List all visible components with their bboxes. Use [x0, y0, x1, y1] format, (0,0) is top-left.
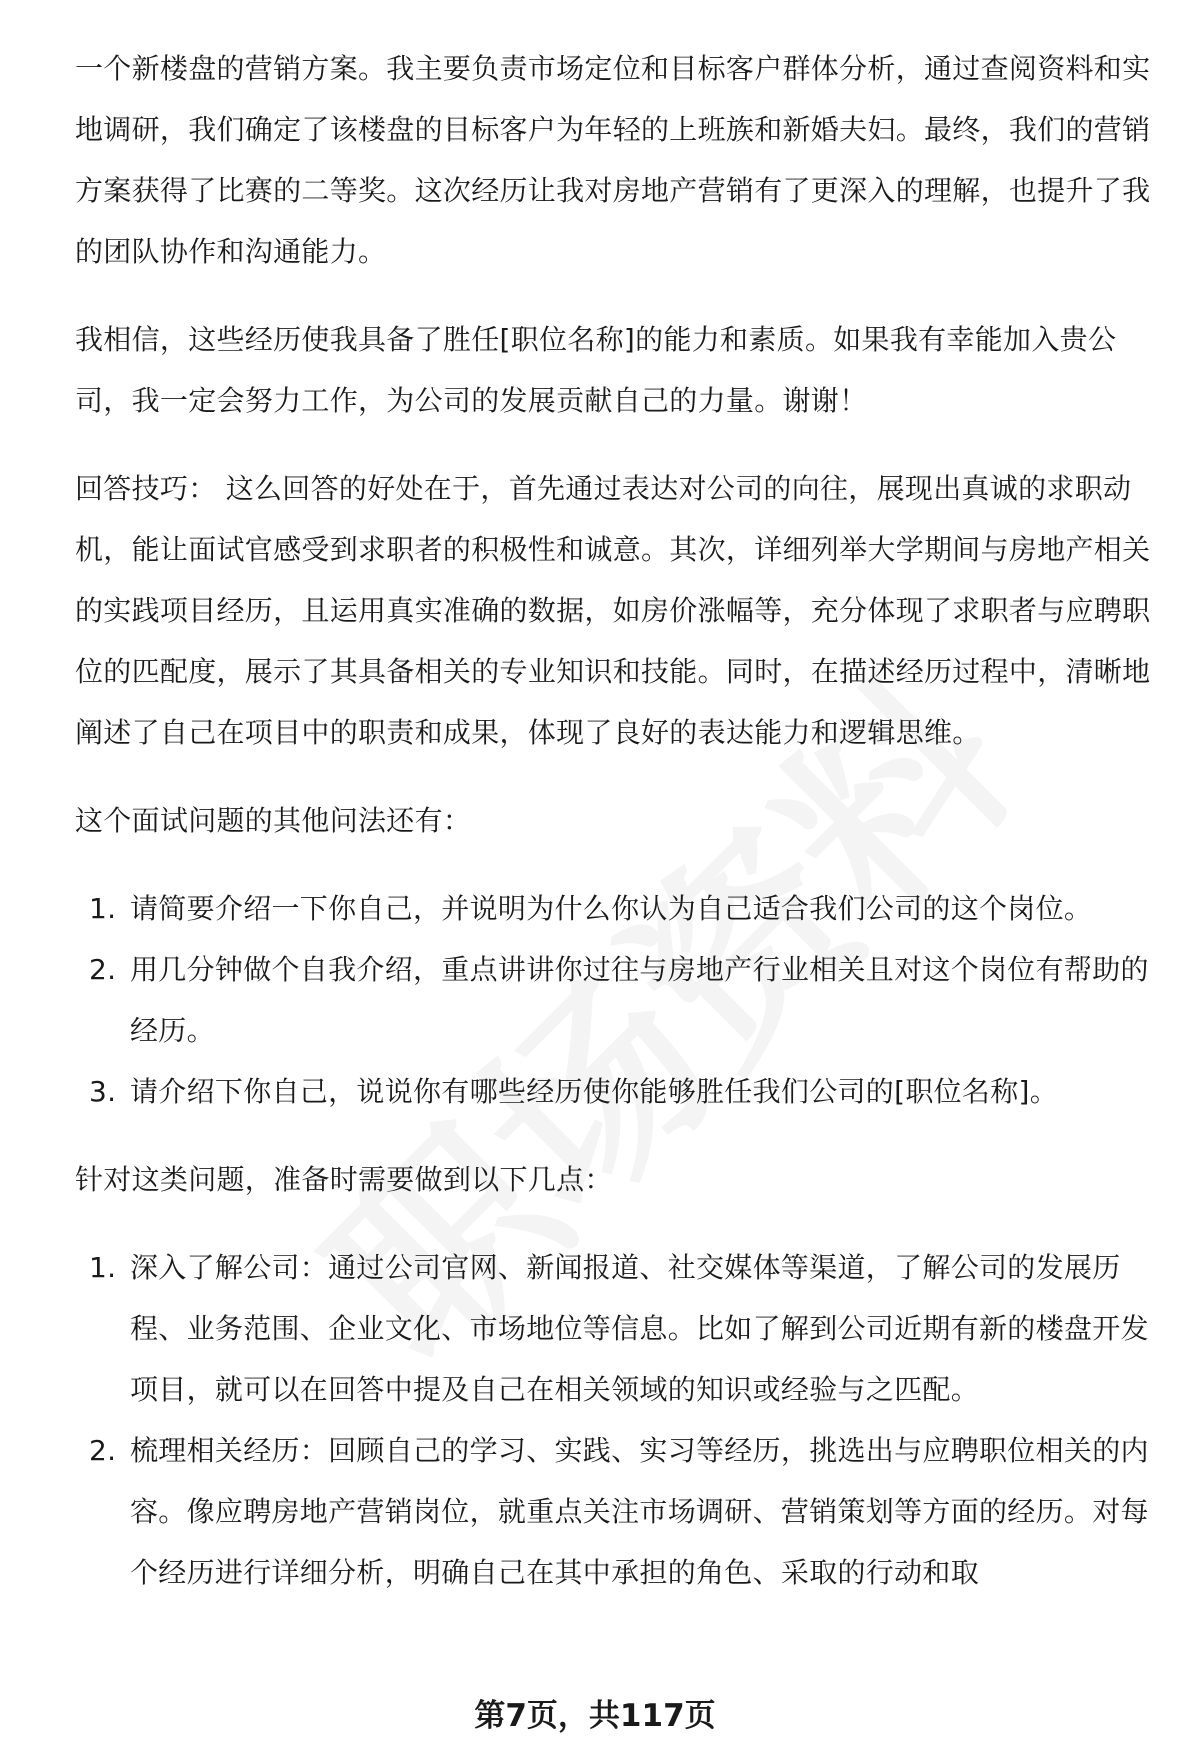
list-item	[75, 939, 1155, 1061]
list-item-number: 1.	[89, 1251, 117, 1284]
paragraph-conclusion: 我相信，这些经历使我具备了胜任[职位名称]的能力和素质。如果我有幸能加入贵公司，我一定会努力工作，为公司的发展贡献自己的力量。谢谢！	[75, 323, 1117, 417]
list-item-number: 2.	[89, 1434, 117, 1467]
paragraph-preparation-heading: 针对这类问题，准备时需要做到以下几点：	[75, 1163, 613, 1196]
paragraph-other-questions-heading: 这个面试问题的其他问法还有：	[75, 804, 472, 837]
list-item-number: 2.	[89, 953, 117, 986]
list-item	[75, 878, 1155, 939]
document-body	[75, 38, 1155, 1630]
list-item-number: 3.	[89, 1075, 117, 1108]
list-item	[75, 1237, 1155, 1420]
paragraph-experience: 一个新楼盘的营销方案。我主要负责市场定位和目标客户群体分析，通过查阅资料和实地调研，我们确定了该楼盘的目标客户为年轻的上班族和新婚夫妇。最终，我们的营销方案获得了比赛的二等奖。这次经历让我对房地产营销有了更深入的理解，也提升了我的团队协作和沟通能力。	[75, 52, 1151, 268]
other-questions-list	[75, 878, 1155, 1122]
paragraph-answer-tips: 回答技巧： 这么回答的好处在于，首先通过表达对公司的向往，展现出真诚的求职动机，能让面试官感受到求职者的积极性和诚意。其次，详细列举大学期间与房地产相关的实践项目经历，且运用真实准确的数据，如房价涨幅等，充分体现了求职者与应聘职位的匹配度，展示了其具备相关的专业知识和技能。同时，在描述经历过程中，清晰地阐述了自己在项目中的职责和成果，体现了良好的表达能力和逻辑思维。	[75, 472, 1151, 749]
list-item-text: 用几分钟做个自我介绍，重点讲讲你过往与房地产行业相关且对这个岗位有帮助的经历。	[130, 953, 1149, 1047]
list-item-text: 梳理相关经历：回顾自己的学习、实践、实习等经历，挑选出与应聘职位相关的内容。像应聘房地产营销岗位，就重点关注市场调研、营销策划等方面的经历。对每个经历进行详细分析，明确自己在其中承担的角色、采取的行动和取	[130, 1434, 1149, 1589]
list-item	[75, 1061, 1155, 1122]
list-item-number: 1.	[89, 892, 117, 925]
list-item-text: 深入了解公司：通过公司官网、新闻报道、社交媒体等渠道，了解公司的发展历程、业务范围、企业文化、市场地位等信息。比如了解到公司近期有新的楼盘开发项目，就可以在回答中提及自己在相关领域的知识或经验与之匹配。	[130, 1251, 1149, 1406]
list-item-text: 请介绍下你自己，说说你有哪些经历使你能够胜任我们公司的[职位名称]。	[130, 1075, 1059, 1108]
list-item-text: 请简要介绍一下你自己，并说明为什么你认为自己适合我们公司的这个岗位。	[130, 892, 1093, 925]
preparation-list	[75, 1237, 1155, 1603]
page-number-footer: 第7页，共117页	[474, 1698, 716, 1734]
list-item	[75, 1420, 1155, 1603]
